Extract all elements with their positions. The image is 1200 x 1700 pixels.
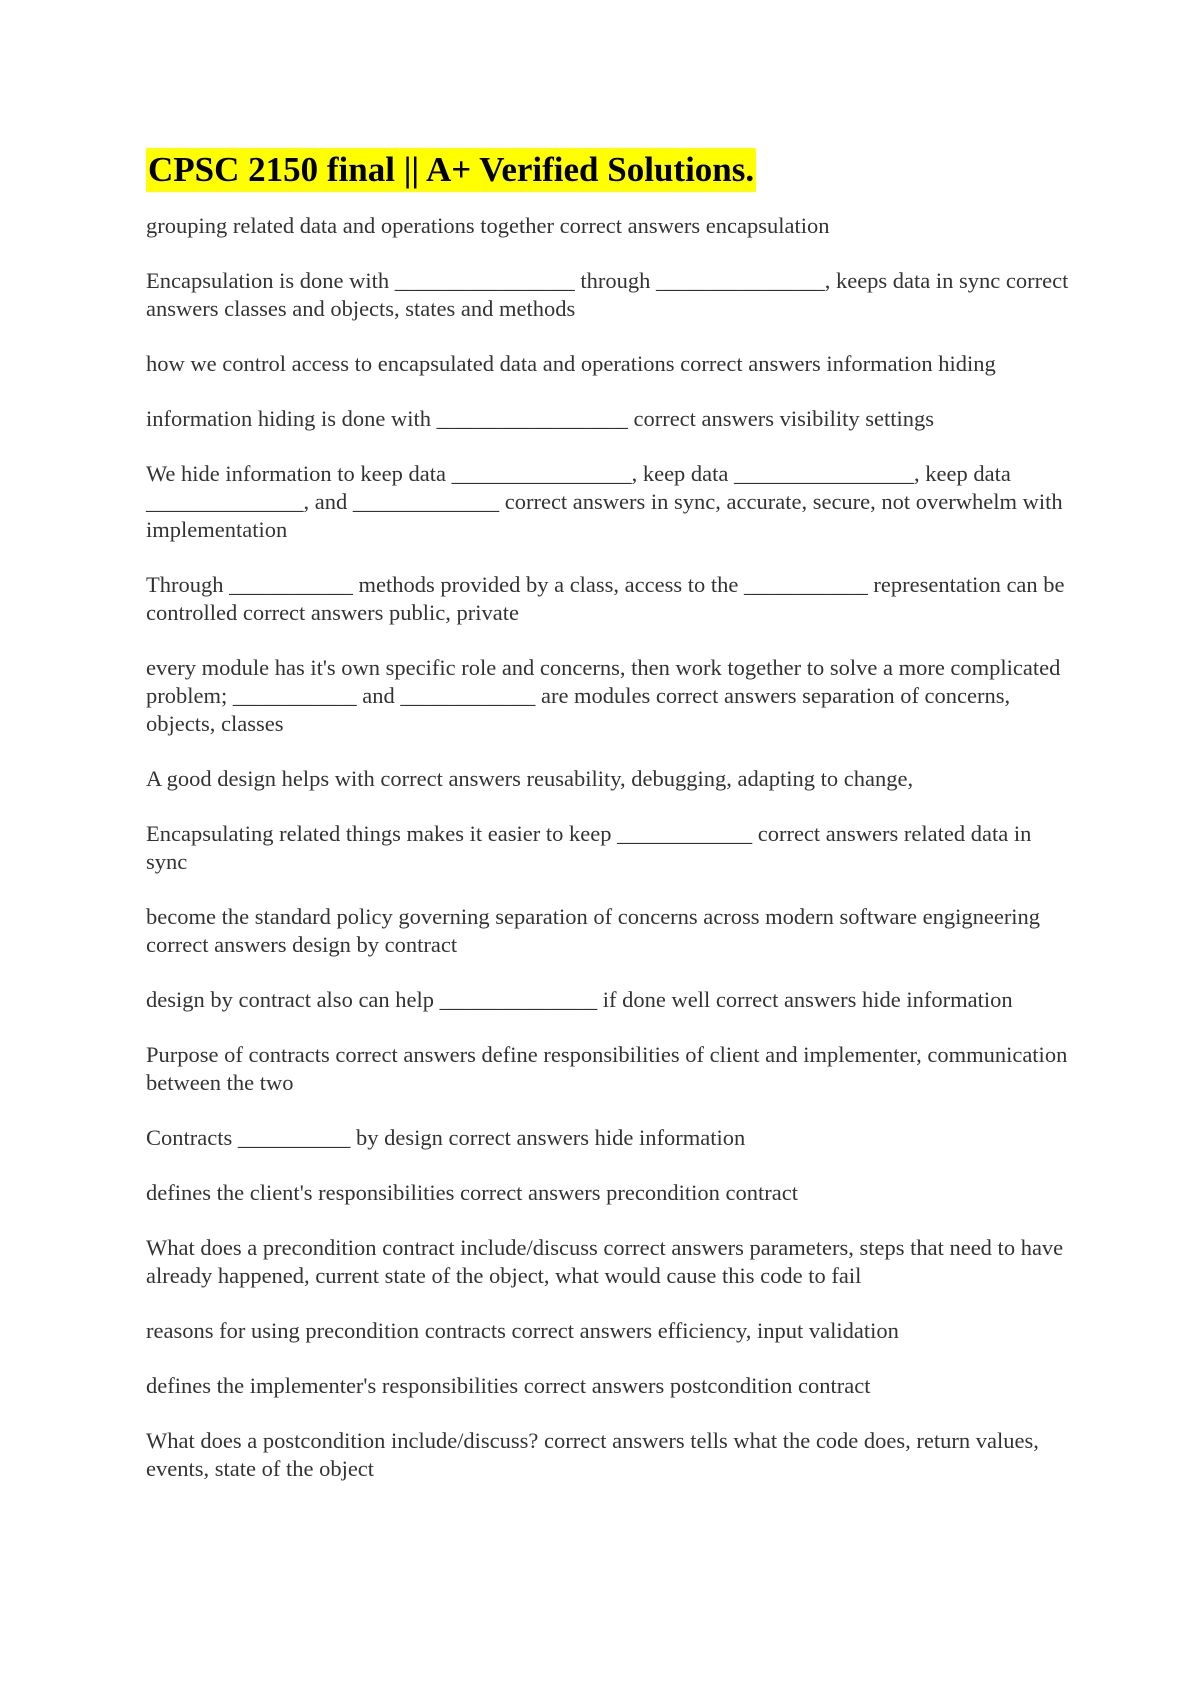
qa-item: every module has it's own specific role and concerns, then work together to solve a more complicated problem; ___________ and ____________ are modules correct answers separation of concerns, objects, classes bbox=[146, 655, 1067, 736]
qa-item: grouping related data and operations together correct answers encapsulation bbox=[146, 213, 830, 238]
qa-item: We hide information to keep data ________________, keep data ________________, keep data ______________, and _____________ correct answers in sync, accurate, secure, not overwhelm with implementation bbox=[146, 461, 1069, 542]
qa-item: information hiding is done with _________________ correct answers visibility settings bbox=[146, 406, 935, 431]
qa-item: Through ___________ methods provided by a class, access to the ___________ representation can be controlled correct answers public, private bbox=[146, 572, 1071, 625]
qa-item: A good design helps with correct answers reusability, debugging, adapting to change, bbox=[146, 766, 914, 791]
qa-item: defines the implementer's responsibilities correct answers postcondition contract bbox=[146, 1373, 871, 1398]
qa-item: Contracts __________ by design correct answers hide information bbox=[146, 1125, 746, 1150]
document-title: CPSC 2150 final || A+ Verified Solutions. bbox=[146, 148, 756, 192]
qa-item: defines the client's responsibilities correct answers precondition contract bbox=[146, 1180, 798, 1205]
qa-item: Encapsulation is done with ________________ through _______________, keeps data in sync correct answers classes and objects, states and methods bbox=[146, 268, 1074, 321]
qa-item: What does a precondition contract include/discuss correct answers parameters, steps that need to have already happened, current state of the object, what would cause this code to fail bbox=[146, 1235, 1069, 1288]
qa-item: become the standard policy governing separation of concerns across modern software engigneering correct answers design by contract bbox=[146, 904, 1046, 957]
qa-item: how we control access to encapsulated data and operations correct answers information hiding bbox=[146, 351, 996, 376]
qa-item: Encapsulating related things makes it easier to keep ____________ correct answers related data in sync bbox=[146, 821, 1037, 874]
qa-item: design by contract also can help ______________ if done well correct answers hide information bbox=[146, 987, 1013, 1012]
qa-item: reasons for using precondition contracts correct answers efficiency, input validation bbox=[146, 1318, 899, 1343]
qa-item: Purpose of contracts correct answers define responsibilities of client and implementer, communication between the two bbox=[146, 1042, 1073, 1095]
qa-item: What does a postcondition include/discuss? correct answers tells what the code does, return values, events, state of the object bbox=[146, 1428, 1045, 1481]
document-page bbox=[146, 148, 1076, 1510]
